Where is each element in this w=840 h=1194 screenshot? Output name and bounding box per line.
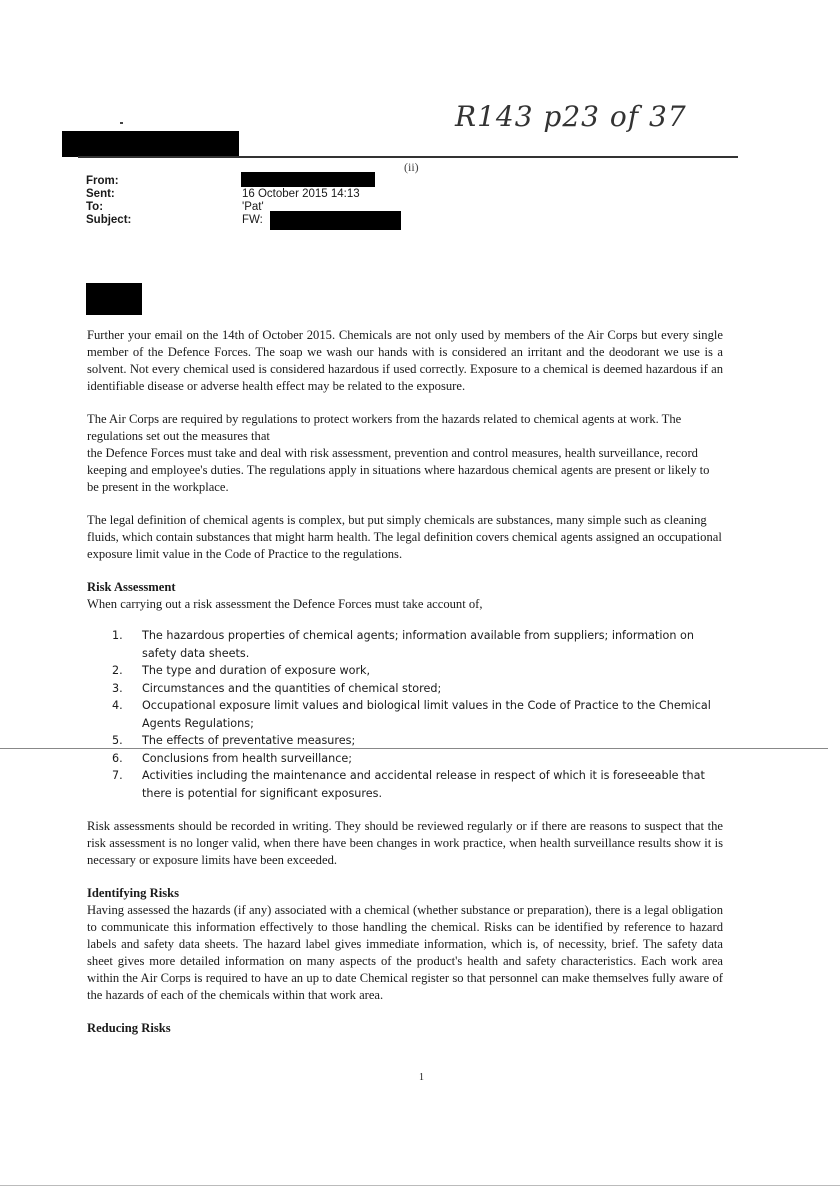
header-divider xyxy=(78,156,738,158)
paragraph-regulations-a: The Air Corps are required by regulations to protect workers from the hazards related to chemical agents at work. The regulations set out the measures that xyxy=(87,412,682,443)
list-number: 6. xyxy=(112,751,123,765)
redacted-salutation xyxy=(86,283,142,315)
list-number: 7. xyxy=(112,769,123,782)
list-item xyxy=(112,627,717,662)
list-item xyxy=(112,750,717,768)
list-text: The effects of preventative measures; xyxy=(142,734,356,747)
header-row-from xyxy=(86,175,119,188)
header-label: To: xyxy=(86,201,104,213)
list-number: 5. xyxy=(112,734,123,747)
redacted-subject-value xyxy=(270,211,401,230)
paragraph-definition: The legal definition of chemical agents is complex, but put simply chemicals are substances, many simple such as cleaning fluids, which contain substances that might harm health. The legal definition covers chemical agents assigned an occupational exposure limit value in the Code of Practice to the regulations. xyxy=(87,513,722,561)
redacted-sender-name xyxy=(62,131,239,157)
header-value-sent: 16 October 2015 14:13 xyxy=(242,188,360,200)
scan-bottom-line xyxy=(0,1185,840,1186)
list-item xyxy=(112,662,717,680)
scan-speck xyxy=(120,122,123,124)
list-item xyxy=(112,680,717,698)
list-item xyxy=(112,767,717,802)
heading-identifying-risks: Identifying Risks xyxy=(87,886,180,900)
header-label: Subject: xyxy=(86,214,132,226)
redacted-from-value xyxy=(241,172,375,187)
letter-body xyxy=(87,327,723,1037)
heading-risk-assessment: Risk Assessment xyxy=(87,580,176,594)
list-text: Occupational exposure limit values and biological limit values in the Code of Practice to the Chemical Agents Regulations; xyxy=(142,699,711,730)
header-value-to: 'Pat' xyxy=(242,201,264,213)
list-text: Activities including the maintenance and accidental release in respect of which it is foreseeable that there is potential for significant exposures. xyxy=(142,769,705,800)
header-label: From: xyxy=(86,175,119,187)
paragraph-intro: Further your email on the 14th of October 2015. Chemicals are not only used by members of the Air Corps but every single member of the Defence Forces. The soap we wash our hands with is considered an irritant and the deodorant we use is a solvent. Not every chemical used is considered hazardous if used correctly. Exposure to a chemical is deemed hazardous if an identifiable disease or adverse health effect may be related to the exposure. xyxy=(87,328,723,393)
header-value-subject: FW: xyxy=(242,214,263,226)
handwritten-reference: R143 p23 of 37 xyxy=(455,100,687,133)
list-text: Conclusions from health surveillance; xyxy=(142,751,353,765)
list-number: 3. xyxy=(112,681,123,695)
list-text: The type and duration of exposure work, xyxy=(142,664,371,677)
stamp-mark: (ii) xyxy=(404,160,419,174)
list-number: 2. xyxy=(112,664,123,677)
heading-reducing-risks: Reducing Risks xyxy=(87,1021,171,1035)
paragraph-regulations-b: the Defence Forces must take and deal with risk assessment, prevention and control measures, health surveillance, record keeping and employee's duties. The regulations apply in situations where hazardous chemical agents are present or likely to be present in the workplace. xyxy=(87,446,710,494)
paragraph-recording: Risk assessments should be recorded in writing. They should be reviewed regularly or if there are reasons to suspect that the risk assessment is no longer valid, when there have been changes in work practice, when health surveillance results show it is necessary or exposure limits have been exceeded. xyxy=(87,819,723,867)
risk-factor-list xyxy=(112,627,717,802)
header-row-subject xyxy=(86,214,263,227)
paragraph-identifying: Having assessed the hazards (if any) associated with a chemical (whether substance or preparation), there is a legal obligation to communicate this information effectively to those handling the chemical. Risks can be identified by reference to hazard labels and safety data sheets. The hazard label gives immediate information, which is, of necessity, brief. The safety data sheet gives more detailed information on many aspects of the product's health and safety characteristics. Each work area within the Air Corps is required to have an up to date Chemical register so that personnel can make themselves fully aware of the hazards of each of the chemicals within that work area. xyxy=(87,903,723,1002)
scan-line xyxy=(0,748,828,749)
list-text: The hazardous properties of chemical agents; information available from suppliers; information on safety data sheets. xyxy=(142,629,694,660)
list-number: 4. xyxy=(112,699,123,712)
header-row-sent xyxy=(86,188,360,201)
list-item xyxy=(112,732,717,750)
risk-intro: When carrying out a risk assessment the Defence Forces must take account of, xyxy=(87,597,483,611)
list-text: Circumstances and the quantities of chemical stored; xyxy=(142,681,442,695)
list-item xyxy=(112,697,717,732)
page-number: 1 xyxy=(419,1072,424,1083)
header-label: Sent: xyxy=(86,188,115,200)
list-number: 1. xyxy=(112,629,123,642)
header-row-to xyxy=(86,201,264,214)
